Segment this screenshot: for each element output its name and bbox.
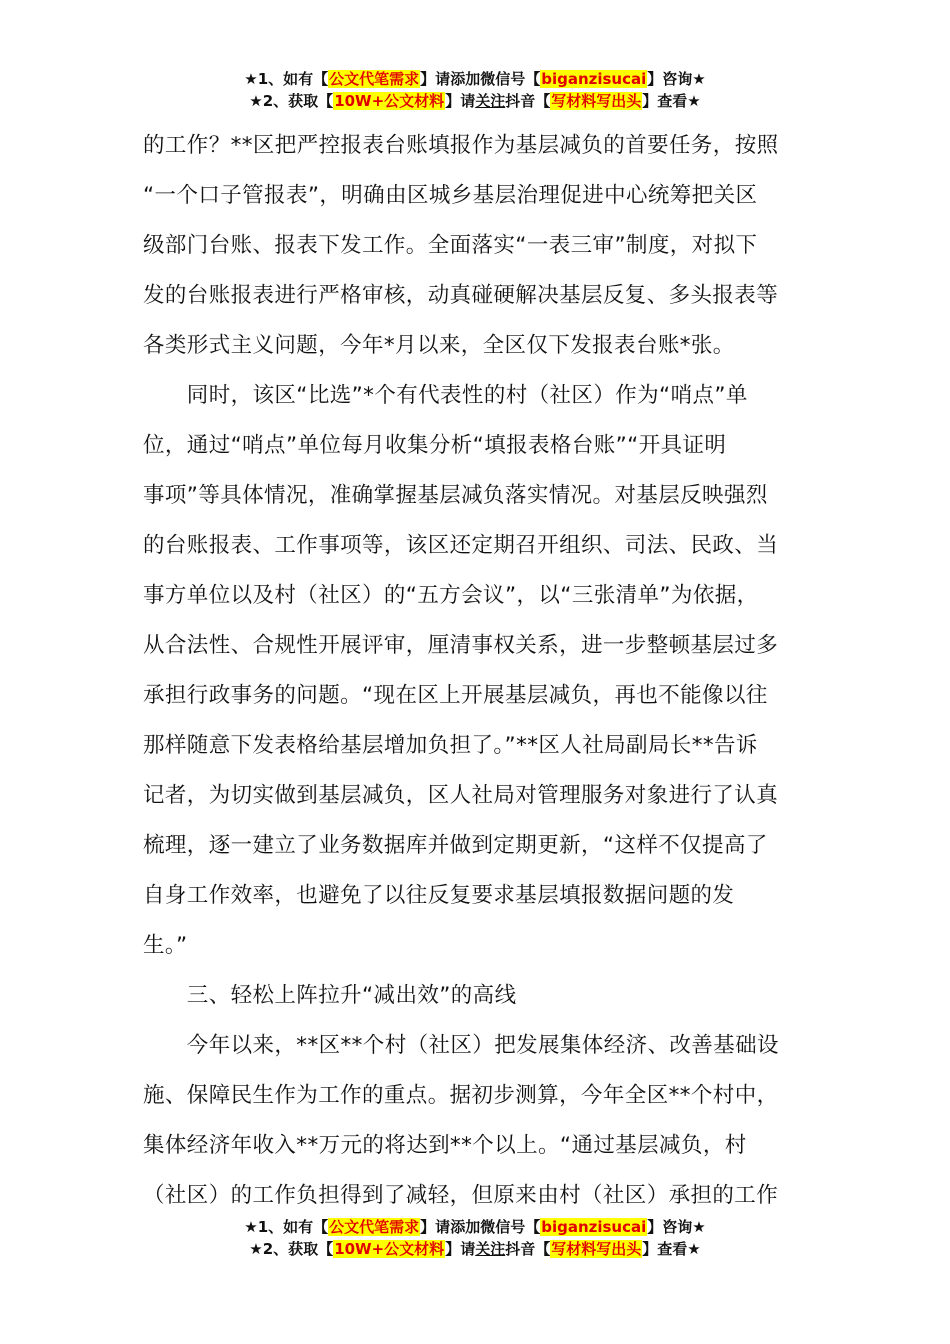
banner-text: 抖音【 <box>505 1240 551 1258</box>
banner-emphasis: 添加 <box>450 70 481 88</box>
highlight-douyin-id: 写材料写出头 <box>551 1240 642 1258</box>
header-banner <box>0 68 950 112</box>
banner-emphasis: 添加 <box>450 1218 481 1236</box>
highlight-wechat-id: biganzisucai <box>541 1218 647 1236</box>
banner-line-1 <box>0 68 950 90</box>
footer-banner <box>0 1216 950 1260</box>
banner-emphasis: 关注 <box>475 92 506 110</box>
body-line: 集体经济年收入**万元的将达到**个以上。“通过基层减负，村 <box>143 1133 747 1158</box>
banner-text: 】请 <box>445 92 476 110</box>
document-body <box>143 121 828 1221</box>
body-line: 同时，该区“比选”*个有代表性的村（社区）作为“哨点”单 <box>143 383 748 408</box>
banner-text: 】咨询★ <box>647 1218 706 1236</box>
body-line: 施、保障民生作为工作的重点。据初步测算，今年全区**个村中， <box>143 1083 779 1108</box>
body-line: 的台账报表、工作事项等，该区还定期召开组织、司法、民政、当 <box>143 533 779 558</box>
banner-emphasis: 关注 <box>475 1240 506 1258</box>
banner-text: 抖音【 <box>505 92 551 110</box>
body-line: 那样随意下发表格给基层增加负担了。”**区人社局副局长**告诉 <box>143 733 758 758</box>
banner-text: 】查看★ <box>642 1240 701 1258</box>
body-line: 位，通过“哨点”单位每月收集分析“填报表格台账”“开具证明 <box>143 433 727 458</box>
highlight-materials: 10W+公文材料 <box>334 92 445 110</box>
banner-text: 】查看★ <box>642 92 701 110</box>
highlight-service: 公文代笔需求 <box>329 1218 420 1236</box>
banner-text: 】请 <box>445 1240 476 1258</box>
banner-text: ★1、如有【 <box>244 70 329 88</box>
body-line: 发的台账报表进行严格审核，动真碰硬解决基层反复、多头报表等 <box>143 283 779 308</box>
banner-text: ★2、获取【 <box>249 1240 334 1258</box>
body-line: 事方单位以及村（社区）的“五方会议”，以“三张清单”为依据， <box>143 583 759 608</box>
banner-line-1 <box>0 1216 950 1238</box>
body-line: “一个口子管报表”，明确由区城乡基层治理促进中心统筹把关区 <box>143 183 758 208</box>
body-line: 级部门台账、报表下发工作。全面落实“一表三审”制度，对拟下 <box>143 233 758 258</box>
banner-line-2 <box>0 1238 950 1260</box>
body-line: 自身工作效率，也避免了以往反复要求基层填报数据问题的发 <box>143 883 735 908</box>
body-line: 的工作？**区把严控报表台账填报作为基层减负的首要任务，按照 <box>143 133 779 158</box>
body-line: 生。” <box>143 933 188 958</box>
banner-text: 微信号【 <box>480 1218 541 1236</box>
body-line: 各类形式主义问题，今年*月以来，全区仅下发报表台账*张。 <box>143 333 735 358</box>
body-line: 今年以来，**区**个村（社区）把发展集体经济、改善基础设 <box>143 1033 779 1058</box>
banner-text: 】请 <box>420 1218 451 1236</box>
banner-text: ★1、如有【 <box>244 1218 329 1236</box>
banner-text: 微信号【 <box>480 70 541 88</box>
highlight-materials: 10W+公文材料 <box>334 1240 445 1258</box>
banner-text: ★2、获取【 <box>249 92 334 110</box>
highlight-wechat-id: biganzisucai <box>541 70 647 88</box>
body-line: 从合法性、合规性开展评审，厘清事权关系，进一步整顿基层过多 <box>143 633 779 658</box>
banner-text: 】咨询★ <box>647 70 706 88</box>
body-line: 承担行政事务的问题。“现在区上开展基层减负，再也不能像以往 <box>143 683 768 708</box>
body-line: （社区）的工作负担得到了减轻，但原来由村（社区）承担的工作 <box>143 1183 779 1208</box>
highlight-service: 公文代笔需求 <box>329 70 420 88</box>
section-heading: 三、轻松上阵拉升“减出效”的高线 <box>143 983 517 1008</box>
body-line: 记者，为切实做到基层减负，区人社局对管理服务对象进行了认真 <box>143 783 779 808</box>
body-line: 梳理，逐一建立了业务数据库并做到定期更新，“这样不仅提高了 <box>143 833 768 858</box>
banner-line-2 <box>0 90 950 112</box>
body-line: 事项”等具体情况，准确掌握基层减负落实情况。对基层反映强烈 <box>143 483 768 508</box>
highlight-douyin-id: 写材料写出头 <box>551 92 642 110</box>
banner-text: 】请 <box>420 70 451 88</box>
